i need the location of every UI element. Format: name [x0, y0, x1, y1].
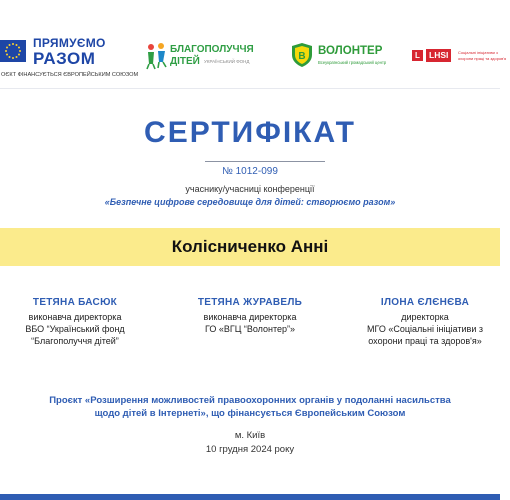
volonter-shield-icon [290, 42, 314, 68]
lhsi-name: LHSI [426, 49, 451, 62]
header-divider [0, 88, 500, 89]
signatory-organization: ГО «ВГЦ “Волонтер”» [204, 324, 296, 334]
signatory-1 [0, 297, 160, 347]
bottom-accent-bar [0, 494, 500, 500]
signatory-3 [340, 297, 510, 347]
eu-project-logo [0, 36, 139, 84]
eu-logo-title-line1: ПРЯМУЄМО [33, 36, 106, 50]
volonter-logo [290, 40, 390, 76]
eu-flag-icon [0, 40, 26, 62]
signatory-position: виконавча директорка [203, 312, 297, 322]
recipient-name-band [0, 228, 500, 266]
title-rule [205, 161, 325, 162]
signatory-2 [165, 297, 335, 335]
conference-name: «Безпечне цифрове середовище для дітей: створюємо разом» [104, 197, 396, 207]
signatory-organization: МГО «Соціальні ініціативи з [367, 324, 483, 334]
signatory-name: ТЕТЯНА ЖУРАВЕЛЬ [197, 297, 303, 308]
eu-logo-subtitle: ОЄКТ ФІНАНСУЄТЬСЯ ЄВРОПЕЙСЬКИМ СОЮЗОМ [1, 72, 139, 78]
signatory-position: директорка [401, 312, 449, 322]
eu-logo-title-line2: РАЗОМ [33, 49, 96, 68]
blagopoluchchia-title-line1: БЛАГОПОЛУЧЧЯ [170, 44, 254, 55]
issue-date: 10 грудня 2024 року [205, 444, 295, 455]
blagopoluchchia-logo [146, 40, 271, 80]
certificate-number: № 1012-099 [222, 166, 278, 177]
signatory-organization: “Благополуччя дітей” [31, 336, 119, 346]
lhsi-subtitle-line1: Соціальні ініціативи з [458, 50, 498, 55]
blagopoluchchia-subtitle: УКРАЇНСЬКИЙ ФОНД [204, 59, 250, 64]
signatory-name: ІЛОНА ЄЛЄНЄВА [380, 297, 470, 308]
volonter-mark-letter: В [298, 51, 306, 62]
project-description-line1: Проєкт «Розширення можливостей правоохоронних органів у подоланні насильства [49, 395, 451, 406]
lhsi-mark: L [412, 50, 423, 61]
signatory-name: ТЕТЯНА БАСЮК [32, 297, 118, 308]
certificate-title: СЕРТИФІКАТ [144, 116, 356, 149]
children-figures-icon [146, 42, 168, 70]
recipient-name: Колісниченко Анні [171, 237, 329, 256]
project-description-line2: щодо дітей в Інтернеті», що фінансується Європейським Союзом [94, 408, 406, 419]
blagopoluchchia-title-line2: ДІТЕЙ [170, 56, 200, 67]
issue-city: м. Київ [234, 430, 266, 441]
recipient-label: учаснику/учасниці конференції [185, 184, 315, 194]
lhsi-logo [412, 48, 507, 66]
signatory-organization: охорони праці та здоров'я» [368, 336, 482, 346]
signatory-position: виконавча директорка [28, 312, 122, 322]
signatory-organization: ВБО “Український фонд [25, 324, 125, 334]
lhsi-subtitle-line2: охорони праці та здоров'я [458, 56, 507, 61]
volonter-title: ВОЛОНТЕР [318, 45, 383, 57]
volonter-subtitle: Всеукраїнський громадський центр [318, 60, 387, 65]
